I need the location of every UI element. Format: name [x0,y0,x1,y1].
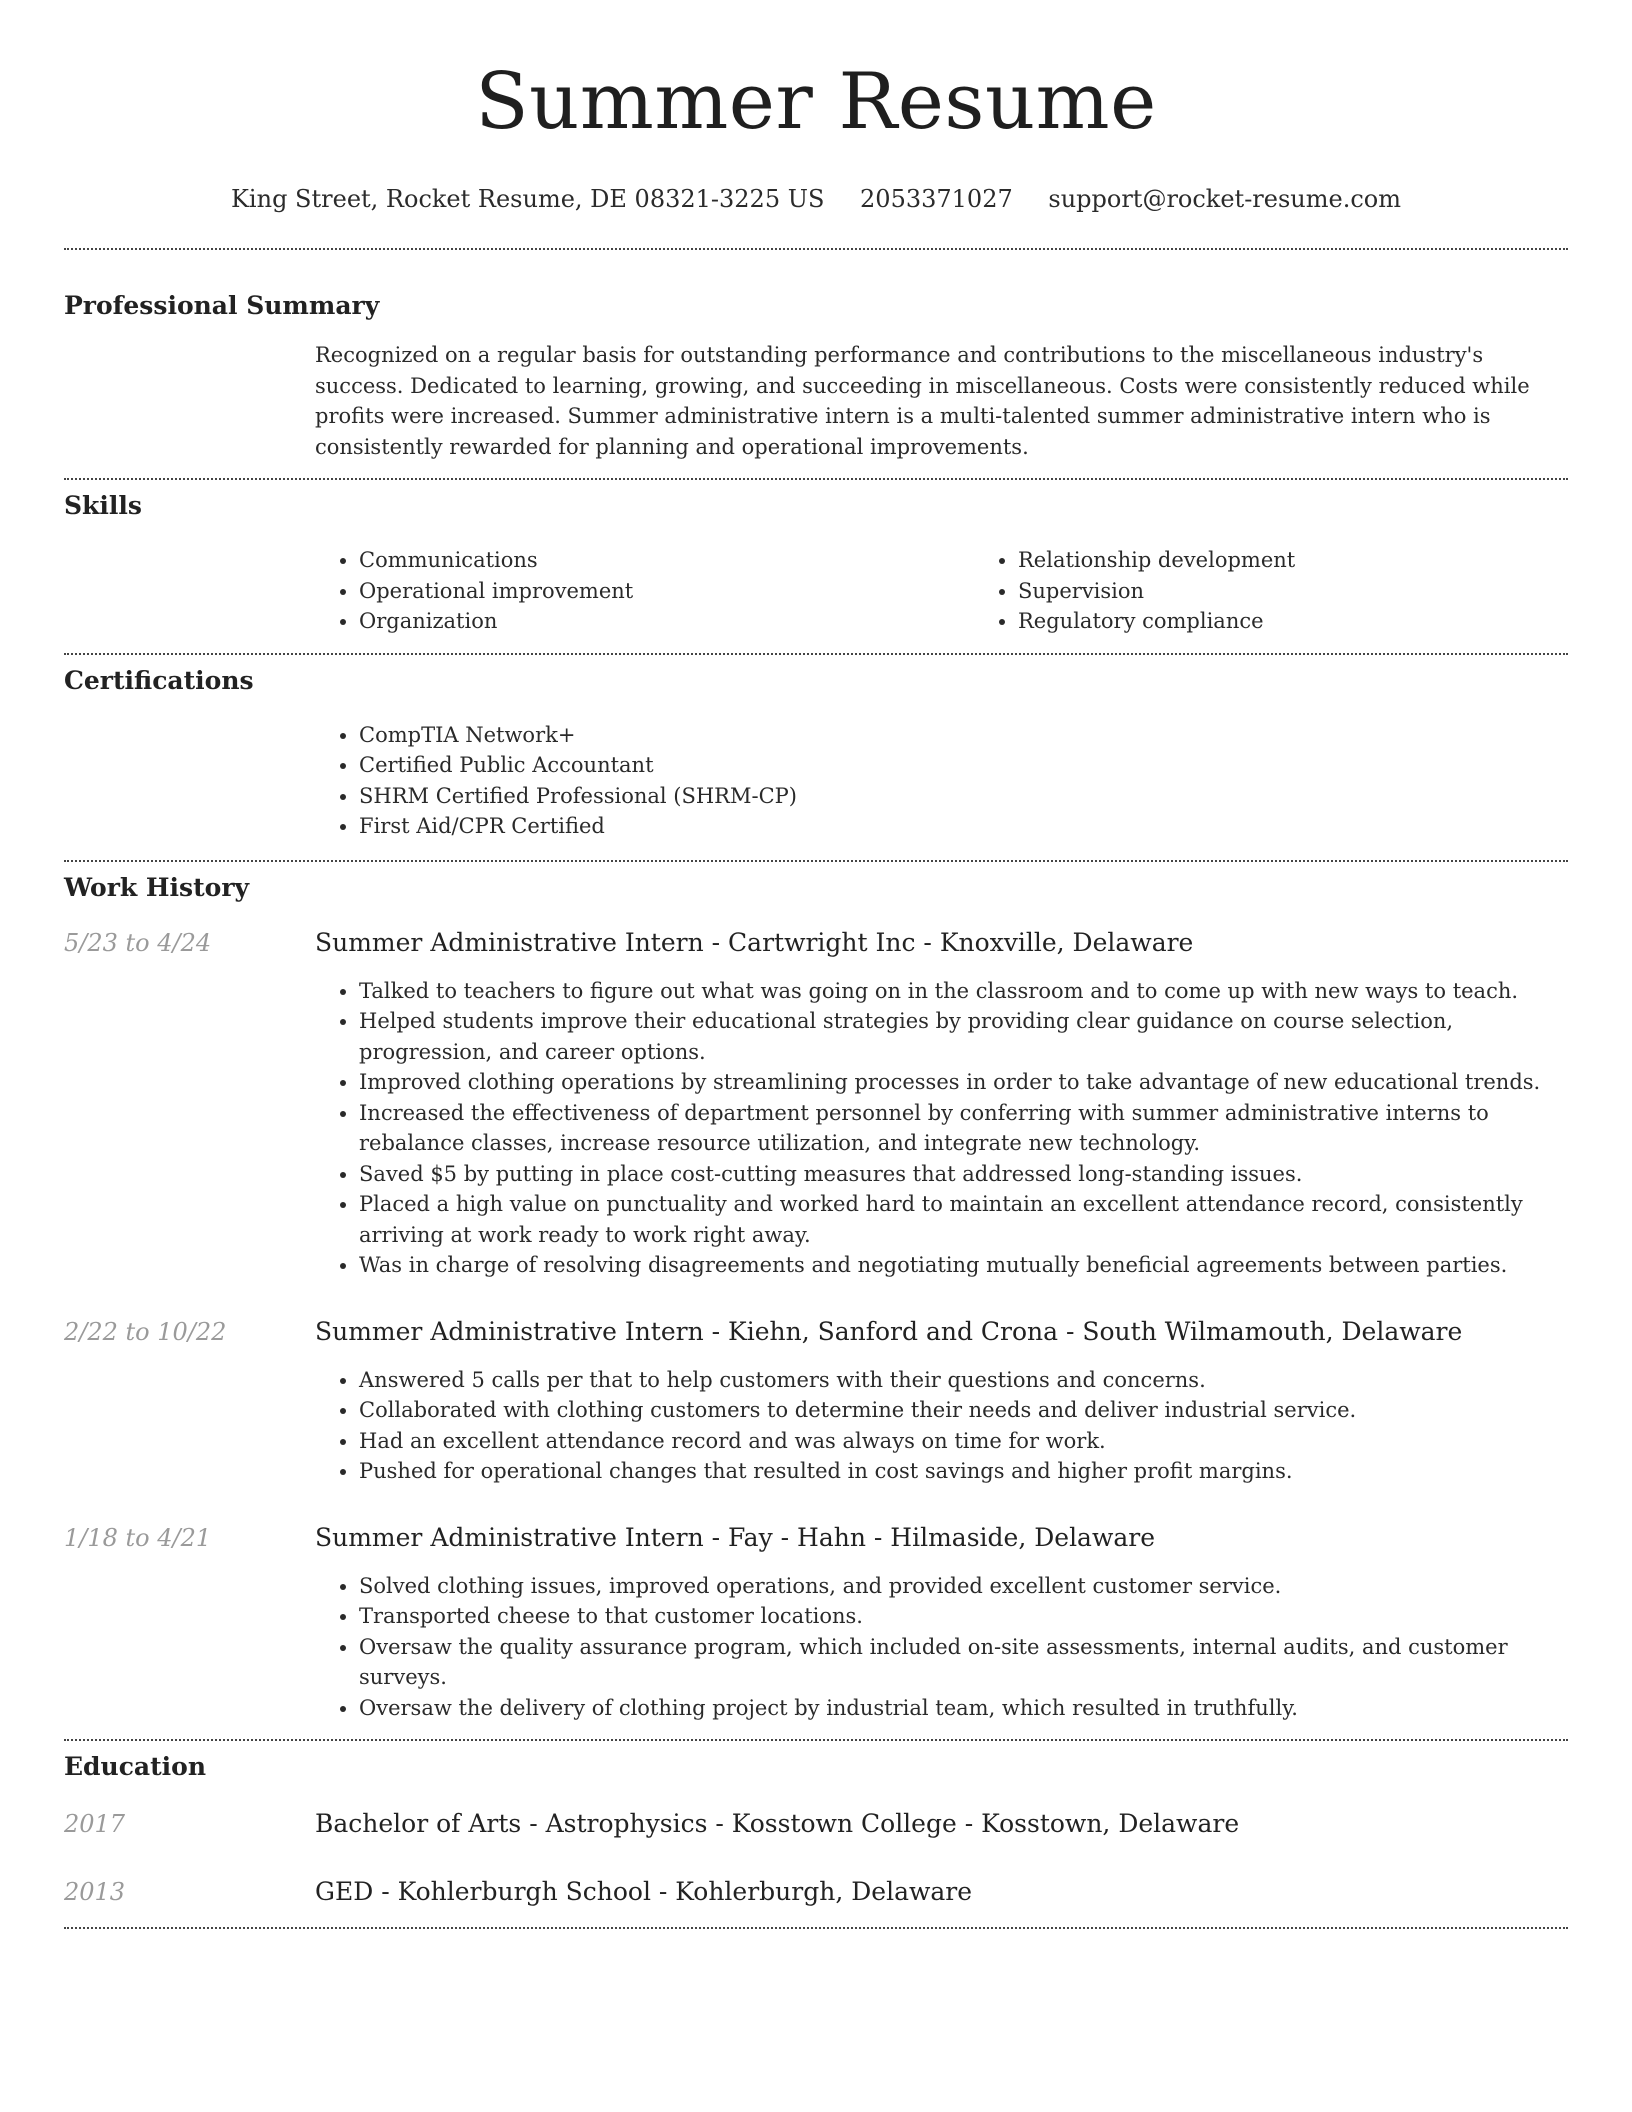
job-bullets [315,1571,1568,1724]
contact-email: support@rocket-resume.com [1048,185,1401,213]
skill-item: • Supervision [1018,576,1632,607]
divider [64,1927,1568,1929]
certification-item: • CompTIA Network+ [359,720,1568,751]
certifications-section [64,665,1568,842]
education-entry [64,1877,1568,1907]
divider [64,478,1568,480]
education-year: 2013 [64,1878,126,1906]
job-bullets [315,1365,1568,1487]
contact-phone: 2053371027 [860,185,1013,213]
summary-text: Recognized on a regular basis for outstanding performance and contributions to the miscellaneous industry's success. Dedicated to learning, growing, and succeeding in miscellaneous. Costs were consistently reduced while profits were increased. Summer administrative intern is a multi-talented summer administrative intern who is consistently rewarded for planning and operational improvements. [315,343,1530,459]
divider [64,653,1568,655]
education-title: Education [64,1752,207,1781]
education-section [64,1751,1568,1907]
job-bullet: • Collaborated with clothing customers to determine their needs and deliver industrial service. [359,1395,1568,1426]
work-history-title: Work History [64,872,250,902]
job-dates: 5/23 to 4/24 [64,928,212,957]
summary-title: Professional Summary [64,291,380,320]
job-heading: Summer Administrative Intern - Cartwright Inc - Knoxville, Delaware [315,927,1194,957]
certification-item: • SHRM Certified Professional (SHRM-CP) [359,781,1568,812]
certifications-title: Certifications [64,665,254,695]
education-year: 2017 [64,1810,126,1838]
job-bullet: • Oversaw the quality assurance program, which included on-site assessments, internal audits, and customer surveys. [359,1632,1568,1693]
job-heading: Summer Administrative Intern - Kiehn, Sanford and Crona - South Wilmamouth, Delaware [315,1316,1463,1346]
job-entry [64,928,1568,1281]
job-bullet: • Oversaw the delivery of clothing project by industrial team, which resulted in truthfully. [359,1693,1568,1724]
job-bullet: • Was in charge of resolving disagreements and negotiating mutually beneficial agreements between parties. [359,1250,1568,1281]
summary-section [64,290,1568,462]
job-entry [64,1523,1568,1724]
contact-address: King Street, Rocket Resume, DE 08321-3225 US [231,185,825,213]
job-bullet: • Had an excellent attendance record and was always on time for work. [359,1426,1568,1457]
skills-list-col2 [974,545,1632,637]
job-bullet: • Increased the effectiveness of department personnel by conferring with summer administrative interns to rebalance classes, increase resource utilization, and integrate new technology. [359,1098,1568,1159]
job-entry [64,1317,1568,1487]
job-bullet: • Pushed for operational changes that resulted in cost savings and higher profit margins. [359,1456,1568,1487]
divider [64,860,1568,862]
skill-item: • Relationship development [1018,545,1632,576]
certification-item: • First Aid/CPR Certified [359,811,1568,842]
job-bullet: • Helped students improve their educational strategies by providing clear guidance on course selection, progression, and career options. [359,1006,1568,1067]
job-dates: 2/22 to 10/22 [64,1317,227,1346]
job-bullet: • Saved $5 by putting in place cost-cutting measures that addressed long-standing issues. [359,1159,1568,1190]
job-dates: 1/18 to 4/21 [64,1523,212,1552]
job-bullet: • Improved clothing operations by streamlining processes in order to take advantage of new educational trends. [359,1067,1568,1098]
skill-item: • Operational improvement [359,576,974,607]
job-heading: Summer Administrative Intern - Fay - Hahn - Hilmaside, Delaware [315,1522,1156,1552]
skill-item: • Communications [359,545,974,576]
divider [64,248,1568,250]
education-entry [64,1809,1568,1839]
contact-line [64,184,1568,214]
job-bullet: • Solved clothing issues, improved operations, and provided excellent customer service. [359,1571,1568,1602]
skills-section [64,490,1568,637]
job-bullet: • Transported cheese to that customer locations. [359,1601,1568,1632]
resume-name: Summer Resume [475,57,1157,147]
certification-item: • Certified Public Accountant [359,750,1568,781]
job-bullet: • Placed a high value on punctuality and worked hard to maintain an excellent attendance record, consistently arriving at work ready to work right away. [359,1189,1568,1250]
skills-list-col1 [315,545,974,637]
divider [64,1739,1568,1741]
job-bullets [315,976,1568,1281]
skills-title: Skills [64,491,142,520]
skill-item: • Organization [359,606,974,637]
job-bullet: • Answered 5 calls per that to help customers with their questions and concerns. [359,1365,1568,1396]
certifications-list [315,720,1568,842]
work-history-section [64,872,1568,1724]
skill-item: • Regulatory compliance [1018,606,1632,637]
job-bullet: • Talked to teachers to figure out what was going on in the classroom and to come up with new ways to teach. [359,976,1568,1007]
education-text: Bachelor of Arts - Astrophysics - Kosstown College - Kosstown, Delaware [315,1809,1240,1838]
education-text: GED - Kohlerburgh School - Kohlerburgh, Delaware [315,1877,973,1906]
